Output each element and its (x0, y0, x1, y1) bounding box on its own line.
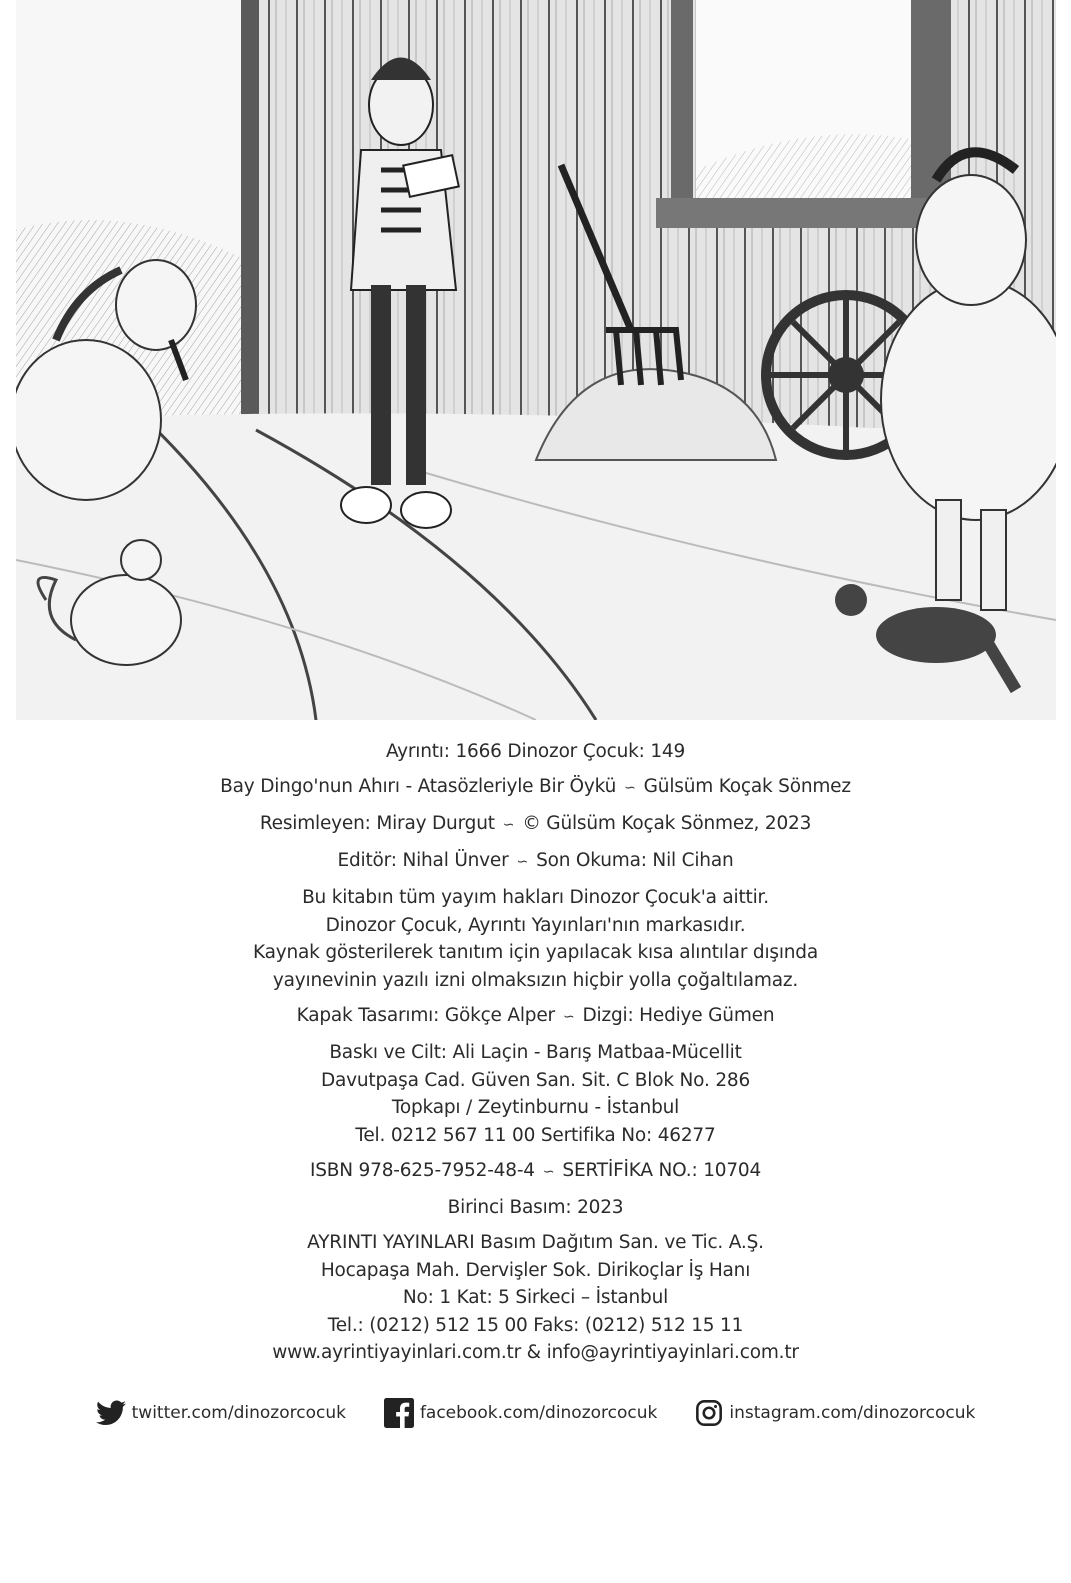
facebook-icon (384, 1398, 414, 1428)
instagram-handle: instagram.com/dinozorcocuk (729, 1403, 976, 1423)
book-title: Bay Dingo'nun Ahırı - Atasözleriyle Bir Öykü (220, 776, 617, 797)
printing-line: Baskı ve Cilt: Ali Laçin - Barış Matbaa-Mücellit (329, 1042, 742, 1063)
swirl-ornament-icon: ∽ (502, 817, 515, 833)
swirl-ornament-icon: ∽ (562, 1009, 575, 1025)
book-author: Gülsüm Koçak Sönmez (643, 776, 851, 797)
publisher-line: Tel.: (0212) 512 15 00 Faks: (0212) 512 15 11 (327, 1314, 744, 1336)
twitter-link[interactable] (96, 1398, 346, 1428)
series-line: Ayrıntı: 1666 Dinozor Çocuk: 149 (385, 741, 686, 762)
publisher-line: Hocapaşa Mah. Dervişler Sok. Dirikoçlar İş Hanı (320, 1259, 751, 1281)
swirl-ornament-icon: ∽ (542, 1164, 555, 1180)
rights-notice (0, 884, 1071, 994)
publisher-web-email[interactable]: www.ayrintiyayinlari.com.tr & info@ayrintiyayinlari.com.tr (272, 1342, 799, 1363)
editor: Editör: Nihal Ünver (337, 850, 509, 871)
facebook-handle: facebook.com/dinozorcocuk (419, 1403, 658, 1423)
rights-line: Dinozor Çocuk, Ayrıntı Yayınları'nın markasıdır. (325, 914, 746, 936)
editor-line (0, 847, 1071, 876)
instagram-link[interactable] (695, 1398, 975, 1428)
swirl-ornament-icon: ∽ (516, 854, 529, 870)
design-line (0, 1002, 1071, 1031)
copyright: © Gülsüm Koçak Sönmez, 2023 (522, 813, 812, 834)
isbn: ISBN 978-625-7952-48-4 (309, 1160, 535, 1181)
twitter-icon (96, 1400, 126, 1426)
printing-line: Topkapı / Zeytinburnu - İstanbul (391, 1097, 680, 1118)
printing-line: Tel. 0212 567 11 00 Sertifika No: 46277 (355, 1124, 716, 1146)
printing-info (0, 1039, 1071, 1149)
cover-design: Kapak Tasarımı: Gökçe Alper (296, 1005, 555, 1026)
rights-line: Bu kitabın tüm yayım hakları Dinozor Çocuk'a aittir. (302, 887, 769, 908)
instagram-icon (695, 1399, 723, 1427)
rights-line: yayınevinin yazılı izni olmaksızın hiçbir yolla çoğaltılamaz. (272, 969, 799, 991)
social-links (0, 1398, 1071, 1428)
twitter-handle: twitter.com/dinozorcocuk (131, 1403, 346, 1423)
rights-line: Kaynak gösterilerek tanıtım için yapılacak kısa alıntılar dışında (253, 942, 818, 963)
imprint-block (0, 738, 1071, 1375)
swirl-ornament-icon: ∽ (624, 780, 636, 796)
title-line (0, 773, 1071, 802)
illustrator: Resimleyen: Miray Durgut (259, 813, 495, 834)
publisher-line: No: 1 Kat: 5 Sirkeci – İstanbul (402, 1287, 669, 1308)
typesetting: Dizgi: Hediye Gümen (582, 1005, 775, 1026)
publisher-info (0, 1229, 1071, 1367)
barn-scene-illustration (16, 0, 1056, 720)
illustrator-line (0, 810, 1071, 839)
isbn-line (0, 1157, 1071, 1186)
certificate-number: SERTİFİKA NO.: 10704 (562, 1160, 762, 1181)
facebook-link[interactable] (384, 1398, 657, 1428)
proofreader: Son Okuma: Nil Cihan (536, 850, 734, 871)
printing-line: Davutpaşa Cad. Güven San. Sit. C Blok No. 286 (320, 1069, 751, 1091)
publisher-line: AYRINTI YAYINLARI Basım Dağıtım San. ve Tic. A.Ş. (307, 1232, 764, 1253)
first-print: Birinci Basım: 2023 (447, 1197, 624, 1218)
